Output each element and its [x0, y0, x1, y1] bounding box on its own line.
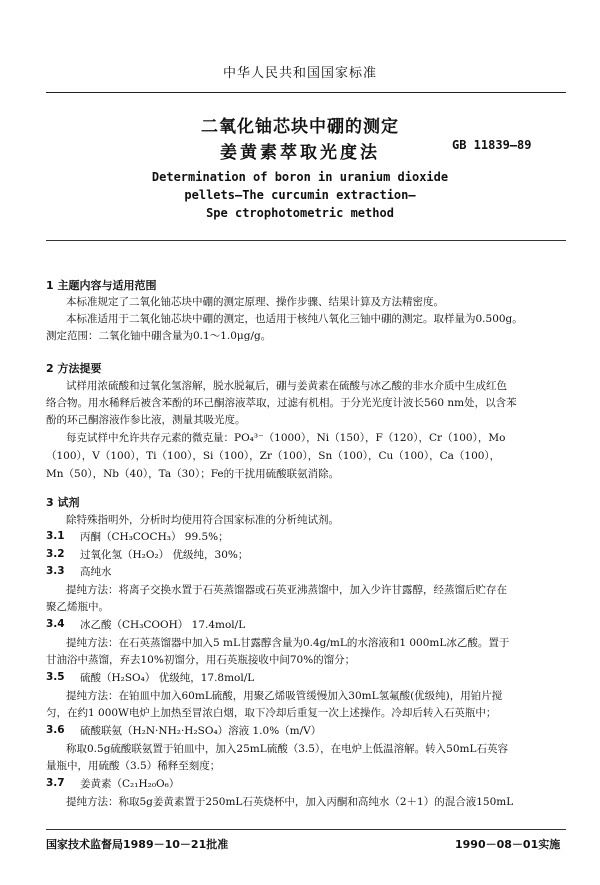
item-3-3-number: 3.3 — [46, 565, 65, 577]
item-3-3-text: 高纯水 — [80, 566, 112, 578]
p35-line1: 提纯方法：在铂皿中加入60mL硫酸，用聚乙烯吸管缓慢加入30mL氢氟酸(优级纯)，用铂片搅 — [66, 690, 503, 702]
title-cn-line1: 二氧化铀芯块中硼的测定 — [201, 117, 399, 137]
item-3-4-number: 3.4 — [46, 618, 65, 630]
approval-date: 国家技术监督局1989－10－21批准 — [46, 838, 229, 851]
p36-line2: 量瓶中，用硫酸（3.5）稀释至刻度； — [46, 760, 221, 772]
standard-header: 中华人民共和国国家标准 — [222, 66, 377, 81]
item-3-4-text: 冰乙酸（CH₃COOH） 17.4mol/L — [80, 619, 246, 631]
item-3-5-text: 硫酸（H₂SO₄） 优级纯，17.8mol/L — [80, 672, 255, 684]
p33-line2: 聚乙烯瓶中。 — [46, 601, 109, 613]
header-divider — [46, 92, 566, 93]
title-en-line3: Spe ctrophotometric method — [206, 206, 394, 220]
s2-line2: 络合物。用水稀释后被含苯酚的环己酮溶液萃取，过滤有机相。于分光光度计波长560 nm处，以含苯 — [46, 397, 517, 409]
title-en-line2: pellets—The curcumin extraction— — [184, 188, 416, 202]
item-3-2-number: 3.2 — [46, 548, 65, 560]
section-3-heading: 3 试剂 — [46, 496, 80, 509]
item-3-7-number: 3.7 — [46, 777, 65, 789]
p36-line1: 称取0.5g硫酸联氨置于铂皿中，加入25mL硫酸（3.5），在电炉上低温溶解。转入50mL石英容 — [66, 743, 508, 755]
s2-line3: 酚的环己酮溶液作参比液，测量其吸光度。 — [46, 414, 246, 426]
item-3-2-text: 过氧化氢（H₂O₂） 优级纯，30%； — [80, 549, 249, 561]
p37-line1: 提纯方法：称取5g姜黄素置于250mL石英烧杯中，加入丙酮和高纯水（2＋1）的混合液150mL — [66, 796, 514, 808]
p34-line2: 甘油浴中蒸馏，弃去10%初馏分，用石英瓶接收中间70%的馏分； — [46, 654, 356, 666]
s2-line6: Mn（50），Nb（40），Ta（30）；Fe的干扰用硫酸联氨消除。 — [46, 468, 340, 480]
footer-divider — [46, 829, 566, 830]
title-cn-line2: 姜黄素萃取光度法 — [220, 143, 380, 163]
p33-line1: 提纯方法：将离子交换水置于石英蒸馏器或石英亚沸蒸馏中，加入少许甘露醇，经蒸馏后贮存在 — [66, 584, 507, 596]
s1-line1: 本标准规定了二氧化铀芯块中硼的测定原理、操作步骤、结果计算及方法精密度。 — [66, 296, 444, 308]
s2-line1: 试样用浓硫酸和过氧化氢溶解，脱水脱氟后，硼与姜黄素在硫酸与冰乙酸的非水介质中生成红色 — [66, 380, 507, 392]
implementation-date: 1990－08－01实施 — [455, 838, 561, 851]
s1-line3: 测定范围：二氧化铀中硼含量为0.1～1.0μg/g。 — [46, 330, 272, 342]
p34-line1: 提纯方法：在石英蒸馏器中加入5 mL甘露醇含量为0.4g/mL的水溶液和1 000mL冰乙酸。置于 — [66, 637, 510, 649]
s2-line4: 每克试样中允许共存元素的微克量：PO₄³⁻（1000），Ni（150），F（120），Cr（100），Mo — [66, 432, 506, 444]
s1-line2: 本标准适用于二氧化铀芯块中硼的测定，也适用于核纯八氧化三铀中硼的测定。取样量为0.500g。 — [66, 313, 523, 325]
item-3-7-text: 姜黄素（C₂₁H₂₀O₆） — [80, 778, 180, 790]
section-2-heading: 2 方法提要 — [46, 362, 102, 375]
item-3-6-text: 硫酸联氨（H₂N·NH₂·H₂SO₄）溶液 1.0%（m/V） — [80, 725, 322, 737]
s3-intro: 除特殊指明外，分析时均使用符合国家标准的分析纯试剂。 — [66, 514, 339, 526]
item-3-5-number: 3.5 — [46, 671, 65, 683]
section-1-heading: 1 主题内容与适用范围 — [46, 279, 157, 292]
title-en-line1: Determination of boron in uranium dioxide — [151, 170, 449, 184]
item-3-6-number: 3.6 — [46, 724, 65, 736]
title-divider — [46, 240, 566, 241]
item-3-1-text: 丙酮（CH₃COCH₃） 99.5%； — [80, 531, 229, 543]
item-3-1-number: 3.1 — [46, 530, 65, 542]
p35-line2: 匀，在约1 000W电炉上加热至冒浓白烟，取下冷却后重复一次上述操作。冷却后转入石英瓶中； — [46, 707, 497, 719]
s2-line5: （100），V（100），Ti（100），Si（100），Zr（100），Sn（100），Cu（100），Ca（100）， — [46, 450, 501, 462]
standard-number: GB 11839—89 — [452, 138, 532, 152]
